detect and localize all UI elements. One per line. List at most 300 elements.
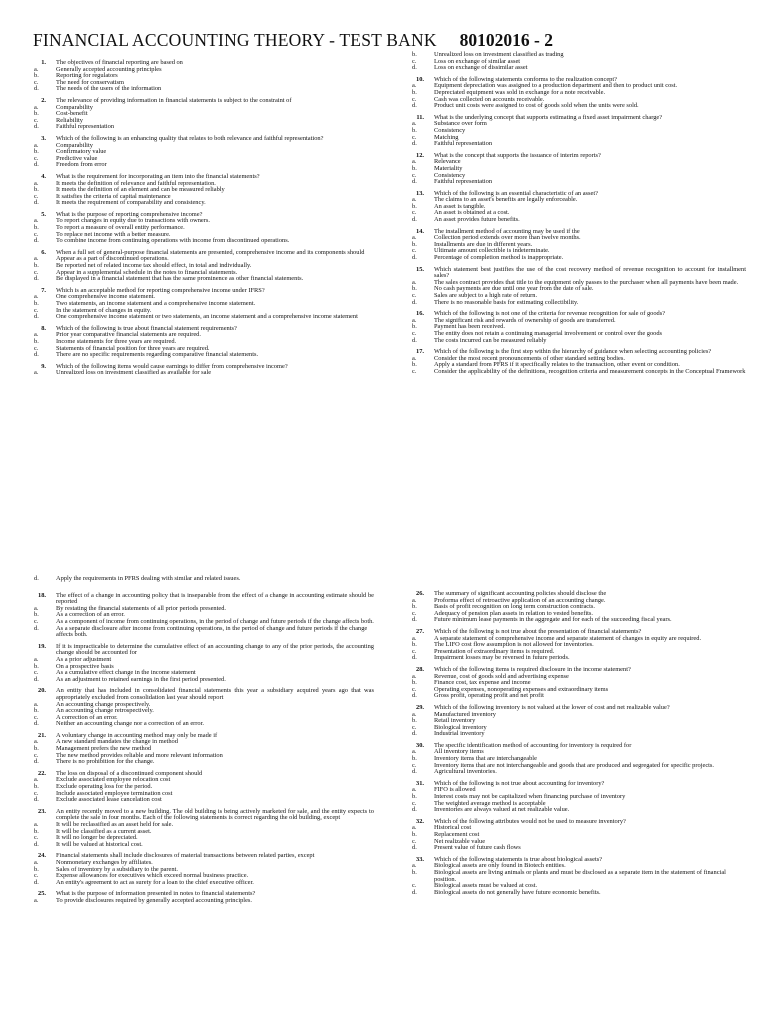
- option-text: It will be reclassified as an asset held for sale.: [56, 821, 174, 828]
- option-letter: a.: [34, 65, 39, 73]
- option-text: Retail inventory: [434, 717, 476, 725]
- option-text: The significant risk and rewards of ownership of goods are transferred.: [434, 316, 616, 324]
- option-text: Industrial inventory: [434, 730, 485, 738]
- option-letter: c.: [412, 209, 417, 217]
- option-letter: d.: [34, 161, 39, 169]
- option-letter: d.: [34, 878, 39, 886]
- option-letter: b.: [34, 262, 39, 270]
- option-text: Consistency: [434, 171, 466, 179]
- option-letter: d.: [34, 624, 39, 632]
- option-text: Historical cost: [434, 824, 472, 832]
- option-letter: b.: [34, 72, 39, 80]
- question-number: 25.: [38, 890, 46, 898]
- option-text: One comprehensive income statement or two statements, an income statement and a comprehensive income statement: [56, 313, 358, 321]
- question-item: [34, 174, 374, 207]
- option-letter: c.: [34, 834, 39, 842]
- option-letter: c.: [412, 882, 417, 890]
- option-letter: b.: [34, 662, 39, 670]
- answer-option: [412, 128, 746, 135]
- question-item: [412, 591, 746, 624]
- option-letter: a.: [412, 196, 417, 204]
- option-text: Product unit costs were assigned to cost of goods sold when the units were sold.: [434, 102, 639, 110]
- option-text: An asset provides future benefits.: [434, 216, 520, 224]
- option-letter: b.: [412, 868, 417, 876]
- option-letter: c.: [412, 133, 417, 141]
- question-item: [34, 809, 374, 849]
- option-text: A separate statement of comprehensive income and separate statement of changes in equity are required.: [434, 634, 702, 642]
- option-text: Exclude associated employee relocation cost: [56, 776, 171, 784]
- option-text: Revenue, cost of goods sold and advertising expense: [434, 672, 569, 680]
- option-letter: d.: [412, 730, 417, 738]
- option-letter: c.: [34, 78, 39, 86]
- answer-option: [412, 300, 746, 307]
- answer-option: [412, 845, 746, 852]
- question-text: Which of the following attributes would not be used to measure inventory?: [434, 817, 626, 825]
- option-letter: a.: [34, 776, 39, 784]
- option-text: Proforma effect of retroactive application of an accounting change.: [434, 596, 606, 604]
- option-text: Neither an accounting change nor a correction of an error.: [56, 720, 204, 728]
- answer-option: [412, 369, 746, 376]
- option-text: Impairment losses may be reversed in future periods.: [434, 654, 570, 662]
- option-text: There is no prohibition for the change.: [56, 758, 155, 766]
- question-item: [34, 644, 374, 684]
- option-text: Two statements, an income statement and a comprehensive income statement.: [56, 300, 256, 307]
- option-letter: b.: [412, 240, 417, 248]
- option-text: It meets the definition of relevance and faithful representation.: [56, 179, 216, 187]
- option-text: Inventory items that are interchangeable: [434, 755, 537, 763]
- question-text: Which of the following is not one of the criteria for revenue recognition for sale of goods?: [434, 310, 666, 318]
- option-text: It will be valued at historical cost.: [56, 840, 143, 848]
- option-letter: b.: [34, 148, 39, 156]
- option-letter: c.: [412, 723, 417, 731]
- question-item: [412, 781, 746, 814]
- question-number: 33.: [416, 855, 424, 863]
- option-letter: c.: [34, 268, 39, 276]
- option-text: Gross profit, operating profit and net profit: [434, 692, 544, 700]
- option-letter: b.: [34, 865, 39, 873]
- option-text: The need for conservatism: [56, 78, 124, 86]
- option-text: The LIFO cost flow assumption is not allowed for inventories.: [434, 641, 594, 649]
- answer-option: [34, 721, 374, 728]
- option-letter: b.: [34, 224, 39, 232]
- option-text: Unrealized loss on investment classified as trading: [434, 51, 564, 58]
- option-letter: d.: [34, 351, 39, 359]
- option-letter: d.: [412, 216, 417, 224]
- option-text: Matching: [434, 133, 459, 141]
- option-text: Finance cost, tax expense and income: [434, 679, 531, 687]
- answer-option: [412, 103, 746, 110]
- option-letter: d.: [412, 888, 417, 896]
- question-number: 24.: [38, 852, 46, 860]
- option-letter: b.: [412, 126, 417, 134]
- option-text: All inventory items: [434, 748, 484, 756]
- answer-option: [412, 338, 746, 345]
- option-text: As a component of income from continuing operations, in the period of change and future periods if the change affects both.: [56, 617, 374, 625]
- question-list: [34, 593, 374, 905]
- question-number: 9.: [41, 362, 46, 370]
- option-text: As a prior adjustment: [56, 655, 112, 663]
- option-letter: c.: [34, 789, 39, 797]
- answer-option: [412, 179, 746, 186]
- question-list: [412, 77, 746, 376]
- question-text: What is the purpose of information presented in notes to financial statements?: [56, 890, 256, 898]
- option-letter: a.: [34, 858, 39, 866]
- answer-option: [412, 655, 746, 662]
- option-letter: c.: [34, 192, 39, 200]
- option-letter: c.: [412, 799, 417, 807]
- option-letter: b.: [34, 186, 39, 194]
- question-item: [34, 288, 374, 321]
- option-text: Installments are due in different years.: [434, 240, 533, 248]
- option-letter: d.: [412, 254, 417, 262]
- option-letter: a.: [34, 821, 39, 828]
- option-letter: a.: [34, 604, 39, 612]
- option-text: Consider the applicability of the definitions, recognition criteria and measurement concepts in the Conceptual Framework: [434, 367, 746, 375]
- answer-option: [34, 352, 374, 359]
- option-letter: b.: [412, 793, 417, 801]
- option-text: Nonmonetary exchanges by affiliates.: [56, 858, 153, 866]
- option-text: Generally accepted accounting principles: [56, 65, 162, 73]
- option-letter: b.: [34, 611, 39, 619]
- question-text: Financial statements shall include disclosures of material transactions between related parties, except: [56, 852, 315, 860]
- option-letter: d.: [412, 844, 417, 852]
- option-text: An accounting change prospectively.: [56, 700, 151, 708]
- option-text: Cost-benefit: [56, 110, 88, 118]
- option-text: Biological assets must be valued at cost.: [434, 882, 538, 890]
- answer-option: [412, 769, 746, 776]
- answer-option: [412, 65, 746, 72]
- option-text: The costs incurred can be measured reliably: [434, 336, 547, 344]
- option-letter: b.: [412, 164, 417, 172]
- option-letter: a.: [34, 141, 39, 149]
- option-text: It will be classified as a current asset.: [56, 827, 152, 835]
- option-letter: c.: [412, 171, 417, 179]
- answer-option: [412, 693, 746, 700]
- question-number: 5.: [41, 210, 46, 218]
- option-letter: d.: [412, 616, 417, 624]
- question-number: 20.: [38, 687, 46, 695]
- option-text: To combine income from continuing operations with income from discontinued operations.: [56, 237, 290, 245]
- question-stem: [34, 644, 374, 657]
- option-letter: d.: [34, 85, 39, 93]
- question-text: The effect of a change in accounting policy that is inseparable from the effect of a change in accounting estimate should be reported: [56, 591, 374, 606]
- continued-options: [34, 576, 374, 583]
- option-text: Biological assets do not generally have future economic benefits.: [434, 888, 601, 896]
- option-letter: d.: [412, 692, 417, 700]
- question-number: 2.: [41, 96, 46, 104]
- option-letter: a.: [412, 672, 417, 680]
- question-number: 14.: [416, 227, 424, 235]
- question-number: 18.: [38, 591, 46, 599]
- option-text: Present value of future cash flows: [434, 844, 521, 852]
- question-number: 12.: [416, 151, 424, 159]
- option-letter: d.: [412, 654, 417, 662]
- question-text: What is the underlying concept that supports estimating a fixed asset impairment charge?: [434, 113, 663, 121]
- question-item: [412, 629, 746, 662]
- answer-option: [34, 111, 374, 118]
- question-text: The relevance of providing information in financial statements is subject to the constraint of: [56, 96, 292, 104]
- question-text: Which of the following statements is true about biological assets?: [434, 855, 603, 863]
- question-number: 4.: [41, 172, 46, 180]
- option-letter: b.: [412, 202, 417, 210]
- option-text: Expense allowances for executives which exceed normal business practice.: [56, 872, 249, 880]
- option-letter: d.: [412, 768, 417, 776]
- option-text: Equipment depreciation was assigned to a production department and then to product unit cost.: [434, 82, 678, 90]
- option-letter: a.: [412, 596, 417, 604]
- question-item: [412, 743, 746, 776]
- question-item: [34, 688, 374, 728]
- answer-option: [412, 890, 746, 897]
- option-letter: a.: [412, 82, 417, 90]
- option-text: The claims to an asset's benefits are legally enforceable.: [434, 196, 578, 204]
- option-text: To report changes in equity due to transactions with owners.: [56, 217, 210, 225]
- option-letter: b.: [412, 717, 417, 725]
- option-letter: a.: [412, 786, 417, 794]
- answer-option: [34, 370, 374, 377]
- question-number: 8.: [41, 324, 46, 332]
- option-text: Depreciated equipment was sold in exchange for a note receivable.: [434, 88, 606, 96]
- option-text: Comparability: [56, 141, 93, 149]
- option-text: Sales of inventory by a subsidiary to the parent.: [56, 865, 178, 873]
- question-item: [412, 667, 746, 700]
- answer-option: [34, 880, 374, 887]
- option-text: Loss on exchange of dissimilar asset: [434, 64, 528, 72]
- question-text: If it is impracticable to determine the cumulative effect of an accounting change to any of the prior periods, the accounting change should be accounted for: [56, 642, 374, 657]
- option-letter: a.: [34, 331, 39, 339]
- question-text: When a full set of general-purpose financial statements are presented, comprehensive income and its components should: [56, 248, 365, 256]
- question-item: [34, 60, 374, 93]
- option-text: Relevance: [434, 158, 461, 166]
- option-letter: a.: [34, 179, 39, 187]
- answer-option: [34, 898, 374, 905]
- option-text: It meets the requirement of comparability and consistency.: [56, 199, 206, 207]
- option-text: Appear in a supplemental schedule in the notes to financial statements.: [56, 268, 238, 276]
- question-text: Which of the following statements conforms to the realization concept?: [434, 75, 617, 83]
- option-letter: c.: [412, 329, 417, 337]
- question-number: 26.: [416, 590, 424, 597]
- option-text: Sales are subject to a high rate of return.: [434, 292, 538, 299]
- question-item: [34, 212, 374, 245]
- question-item: [412, 819, 746, 852]
- option-letter: b.: [34, 827, 39, 835]
- option-letter: d.: [34, 199, 39, 207]
- answer-option: [412, 217, 746, 224]
- answer-option: [34, 124, 374, 131]
- option-letter: d.: [412, 64, 417, 72]
- option-letter: b.: [412, 679, 417, 687]
- option-text: Loss on exchange of similar asset: [434, 57, 521, 65]
- question-number: 32.: [416, 817, 424, 825]
- question-number: 19.: [38, 642, 46, 650]
- option-letter: c.: [34, 713, 39, 721]
- answer-option: [34, 759, 374, 766]
- question-number: 22.: [38, 769, 46, 777]
- option-letter: a.: [34, 700, 39, 708]
- option-letter: b.: [412, 285, 417, 293]
- option-text: Presentation of extraordinary items is required.: [434, 647, 555, 655]
- question-number: 23.: [38, 807, 46, 815]
- option-text: Agricultural inventories.: [434, 768, 497, 776]
- option-letter: a.: [412, 316, 417, 324]
- option-letter: d.: [34, 840, 39, 848]
- option-text: To replace net income with a better measure.: [56, 230, 171, 238]
- question-number: 29.: [416, 703, 424, 711]
- option-letter: c.: [34, 344, 39, 352]
- option-letter: b.: [412, 51, 417, 58]
- option-text: The weighted average method is acceptable: [434, 799, 546, 807]
- question-item: [412, 77, 746, 110]
- option-text: Confirmatory value: [56, 148, 107, 156]
- option-text: Apply the requirements in PFRS dealing with similar and related issues.: [56, 575, 241, 582]
- option-letter: a.: [412, 158, 417, 166]
- page-title: FINANCIAL ACCOUNTING THEORY - TEST BANK: [33, 30, 437, 50]
- question-item: [412, 705, 746, 738]
- question-number: 3.: [41, 134, 46, 142]
- option-letter: c.: [412, 247, 417, 255]
- answer-option: [412, 159, 746, 166]
- option-letter: a.: [34, 896, 39, 904]
- answer-option: [412, 807, 746, 814]
- option-text: To report a measure of overall entity performance.: [56, 224, 185, 232]
- option-text: A correction of an error.: [56, 713, 118, 721]
- question-text: Which is an acceptable method for reporting comprehensive income under IFRS?: [56, 286, 265, 294]
- option-text: Appear as a part of discontinued operations.: [56, 255, 169, 263]
- option-text: Payment has been received.: [434, 323, 505, 331]
- question-stem: [412, 153, 746, 160]
- option-letter: a.: [34, 293, 39, 301]
- answer-option: [34, 238, 374, 245]
- option-text: Percentage of completion method is inappropriate.: [434, 254, 564, 262]
- question-number: 13.: [416, 189, 424, 197]
- column-bottom-left: [34, 576, 374, 905]
- option-letter: a.: [34, 217, 39, 225]
- option-text: Basis of profit recognition on long term construction contracts.: [434, 603, 595, 611]
- option-letter: d.: [34, 796, 39, 804]
- option-letter: b.: [412, 88, 417, 96]
- option-letter: d.: [34, 675, 39, 683]
- option-letter: d.: [34, 575, 39, 582]
- question-text: Which of the following is the first step within the hierarchy of guidance when selecting accounting policies?: [434, 348, 712, 356]
- option-letter: a.: [412, 824, 417, 832]
- answer-option: [34, 200, 374, 207]
- option-letter: a.: [34, 369, 39, 377]
- option-text: Prior year comparative financial statements are required.: [56, 331, 201, 339]
- option-letter: d.: [34, 123, 39, 131]
- question-text: Which of the following is not true about accounting for inventory?: [434, 779, 605, 787]
- answer-option: [34, 626, 374, 639]
- question-text: Which of the following items is required disclosure in the income statement?: [434, 665, 631, 673]
- question-item: [412, 349, 746, 375]
- option-letter: d.: [412, 178, 417, 186]
- question-number: 28.: [416, 665, 424, 673]
- option-letter: c.: [34, 872, 39, 880]
- option-text: The needs of the users of the information: [56, 85, 162, 93]
- question-item: [412, 115, 746, 148]
- question-number: 16.: [416, 310, 424, 318]
- question-stem: [34, 593, 374, 606]
- option-letter: a.: [412, 634, 417, 642]
- question-item: [34, 364, 374, 377]
- answer-option: [34, 86, 374, 93]
- option-text: Income statements for three years are required.: [56, 337, 177, 345]
- question-item: [412, 153, 746, 186]
- question-text: An entity that has included in consolidated financial statements this year a subsidiary acquired years ago that was appropriately excluded from consolidation last year should report: [56, 687, 374, 701]
- option-letter: c.: [34, 154, 39, 162]
- option-letter: c.: [34, 230, 39, 238]
- question-text: Which statement best justifies the use of the cost recovery method of revenue recognition to account for installment sales?: [434, 265, 746, 280]
- option-text: As a correction of an error.: [56, 611, 125, 619]
- question-number: 15.: [416, 265, 424, 273]
- question-item: [412, 229, 746, 262]
- question-number: 7.: [41, 286, 46, 294]
- option-text: Exclude operating loss for the period.: [56, 783, 153, 791]
- question-number: 10.: [416, 75, 424, 83]
- option-letter: d.: [34, 313, 39, 321]
- option-letter: c.: [412, 647, 417, 655]
- option-text: As an adjustment to retained earnings in the first period presented.: [56, 675, 226, 683]
- option-text: An asset is obtained at a cost.: [434, 209, 510, 217]
- option-text: There are no specific requirements regarding comparative financial statements.: [56, 351, 259, 359]
- option-text: An asset is tangible.: [434, 202, 486, 210]
- answer-option: [34, 576, 374, 583]
- option-text: Unrealized loss on investment classified as available for sale: [56, 369, 212, 377]
- answer-option: [34, 842, 374, 849]
- question-item: [412, 857, 746, 897]
- option-text: Biological assets are only found in Biotech entities.: [434, 862, 566, 870]
- answer-option: [34, 677, 374, 684]
- option-letter: c.: [34, 669, 39, 677]
- question-item: [412, 191, 746, 224]
- option-text: Substance over form: [434, 120, 487, 128]
- option-letter: d.: [34, 237, 39, 245]
- question-text: The installment method of accounting may be used if the: [434, 227, 580, 235]
- option-letter: d.: [412, 806, 417, 814]
- option-letter: c.: [412, 57, 417, 65]
- question-number: 6.: [41, 248, 46, 256]
- option-text: Apply a standard from PFRS if it specifically relates to the transaction, other event or condition.: [434, 361, 680, 369]
- option-letter: a.: [412, 862, 417, 870]
- option-text: Freedom from error: [56, 161, 107, 169]
- answer-option: [412, 141, 746, 148]
- question-number: 27.: [416, 627, 424, 635]
- question-item: [34, 593, 374, 639]
- option-letter: b.: [412, 641, 417, 649]
- option-text: An entity's agreement to act as surety for a loan to the chief executive officer.: [56, 878, 254, 886]
- question-text: Which of the following items would cause earnings to differ from comprehensive income?: [56, 362, 288, 370]
- option-letter: b.: [34, 783, 39, 791]
- option-text: Faithful representation: [434, 178, 493, 186]
- option-text: On a prospective basis: [56, 662, 114, 670]
- option-text: Biological assets are living animals or plants and must be disclosed as a separate item in the statement of financial position.: [434, 868, 726, 883]
- question-text: The specific identification method of accounting for inventory is required for: [434, 741, 632, 749]
- option-text: It satisfies the criteria of capital maintenance: [56, 192, 171, 200]
- option-text: By restating the financial statements of all prior periods presented.: [56, 604, 227, 612]
- option-text: Adequacy of pension plan assets in relation to vested benefits.: [434, 609, 594, 617]
- answer-option: [412, 255, 746, 262]
- option-text: Net realizable value: [434, 837, 486, 845]
- option-text: As a cumulative effect change in the income statement: [56, 669, 196, 677]
- option-letter: a.: [34, 103, 39, 111]
- option-text: No cash payments are due until one year from the date of sale.: [434, 285, 594, 293]
- option-text: It meets the definition of an element and can be measured reliably: [56, 186, 225, 194]
- option-letter: b.: [412, 755, 417, 763]
- question-stem: [34, 688, 374, 701]
- option-text: FIFO is allowed: [434, 786, 476, 794]
- question-text: The objectives of financial reporting are based on: [56, 59, 183, 66]
- option-letter: d.: [412, 140, 417, 148]
- option-letter: b.: [412, 831, 417, 838]
- option-letter: b.: [34, 745, 39, 753]
